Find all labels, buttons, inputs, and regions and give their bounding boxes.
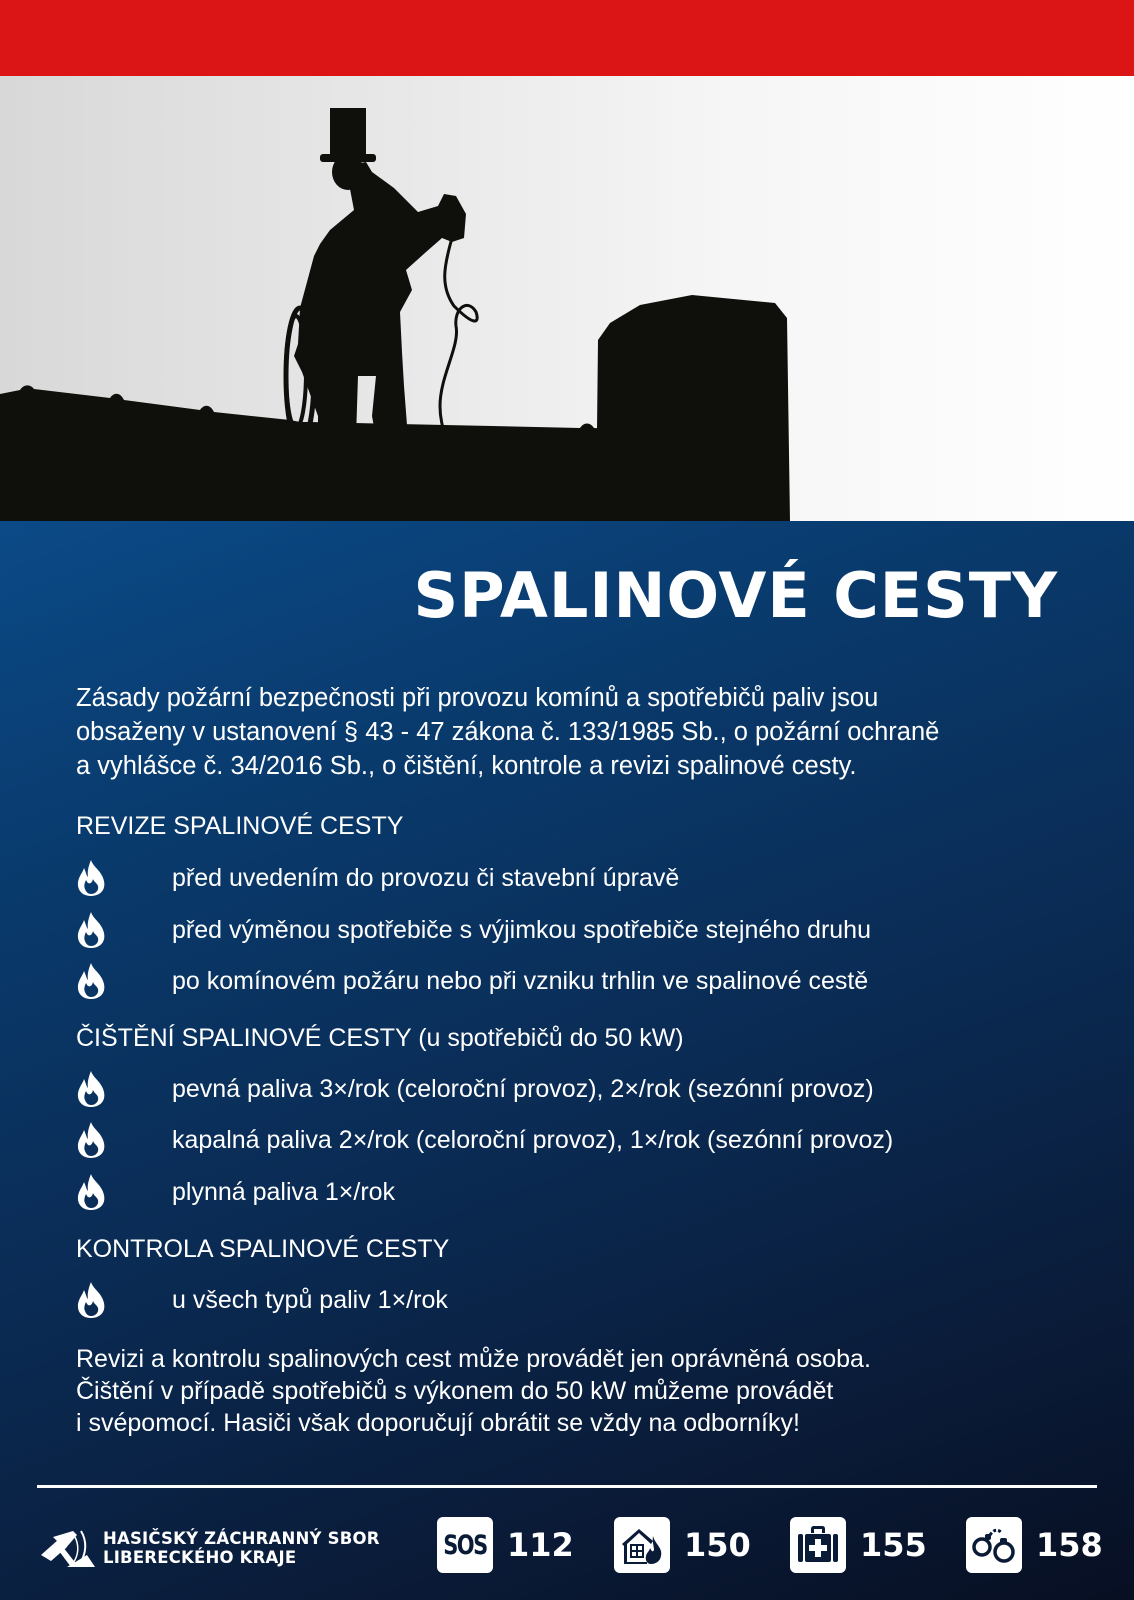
flame-icon	[74, 1121, 108, 1159]
list-item	[74, 858, 680, 898]
list-item	[74, 1120, 894, 1160]
emergency-number-fire	[614, 1517, 751, 1573]
emergency-number: 150	[684, 1526, 751, 1564]
section-heading-kontrola: KONTROLA SPALINOVÉ CESTY	[76, 1235, 450, 1263]
emergency-number-police	[966, 1517, 1103, 1573]
emergency-number: 158	[1036, 1526, 1103, 1564]
flame-icon	[74, 962, 108, 1000]
emergency-number-medical	[790, 1517, 927, 1573]
intro-line: a vyhlášce č. 34/2016 Sb., o čištění, kontrole a revizi spalinové cesty.	[76, 752, 857, 780]
intro-line: Zásady požární bezpečnosti při provozu komínů a spotřebičů paliv jsou	[76, 684, 879, 712]
page-title: SPALINOVÉ CESTY	[413, 559, 1058, 632]
flame-icon	[74, 911, 108, 949]
list-item-text: před výměnou spotřebiče s výjimkou spotřebiče stejného druhu	[172, 916, 871, 944]
sos-icon: SOS	[437, 1517, 493, 1573]
list-item	[74, 1280, 448, 1320]
flame-icon	[74, 1281, 108, 1319]
outro-line: Čištění v případě spotřebičů s výkonem do 50 kW můžeme provádět	[76, 1377, 834, 1405]
org-block	[37, 1525, 380, 1571]
list-item	[74, 1069, 874, 1109]
section-heading-revize: REVIZE SPALINOVÉ CESTY	[76, 812, 404, 840]
org-name-line2: LIBERECKÉHO KRAJE	[103, 1548, 297, 1567]
list-item-text: po komínovém požáru nebo při vzniku trhlin ve spalinové cestě	[172, 967, 869, 995]
flame-icon	[74, 1070, 108, 1108]
footer-divider	[37, 1485, 1097, 1488]
emergency-number-sos	[437, 1517, 574, 1573]
first-aid-kit-icon	[790, 1517, 846, 1573]
list-item	[74, 910, 871, 950]
list-item	[74, 961, 869, 1001]
list-item	[74, 1172, 396, 1212]
top-red-band	[0, 0, 1134, 76]
list-item-text: kapalná paliva 2×/rok (celoroční provoz), 1×/rok (sezónní provoz)	[172, 1126, 894, 1154]
firefighter-axe-logo-icon	[37, 1525, 97, 1571]
list-item-text: u všech typů paliv 1×/rok	[172, 1286, 448, 1314]
section-heading-cisteni: ČIŠTĚNÍ SPALINOVÉ CESTY (u spotřebičů do 50 kW)	[76, 1024, 684, 1052]
hero-photo	[0, 76, 1134, 521]
emergency-number: 112	[507, 1526, 574, 1564]
flame-icon	[74, 1173, 108, 1211]
list-item-text: před uvedením do provozu či stavební úpravě	[172, 864, 680, 892]
outro-paragraph	[76, 1343, 1076, 1439]
flame-icon	[74, 859, 108, 897]
outro-line: i svépomocí. Hasiči však doporučují obrátit se vždy na odborníky!	[76, 1409, 800, 1437]
intro-line: obsaženy v ustanovení § 43 - 47 zákona č. 133/1985 Sb., o požární ochraně	[76, 718, 940, 746]
house-fire-icon	[614, 1517, 670, 1573]
outro-line: Revizi a kontrolu spalinových cest může provádět jen oprávněná osoba.	[76, 1345, 871, 1373]
chimney-sweep-silhouette	[0, 76, 1134, 521]
intro-paragraph	[76, 681, 1066, 783]
org-name-line1: HASIČSKÝ ZÁCHRANNÝ SBOR	[103, 1529, 380, 1548]
list-item-text: pevná paliva 3×/rok (celoroční provoz), 2×/rok (sezónní provoz)	[172, 1075, 874, 1103]
org-name	[103, 1529, 380, 1567]
list-item-text: plynná paliva 1×/rok	[172, 1178, 396, 1206]
handcuffs-icon	[966, 1517, 1022, 1573]
emergency-number: 155	[860, 1526, 927, 1564]
